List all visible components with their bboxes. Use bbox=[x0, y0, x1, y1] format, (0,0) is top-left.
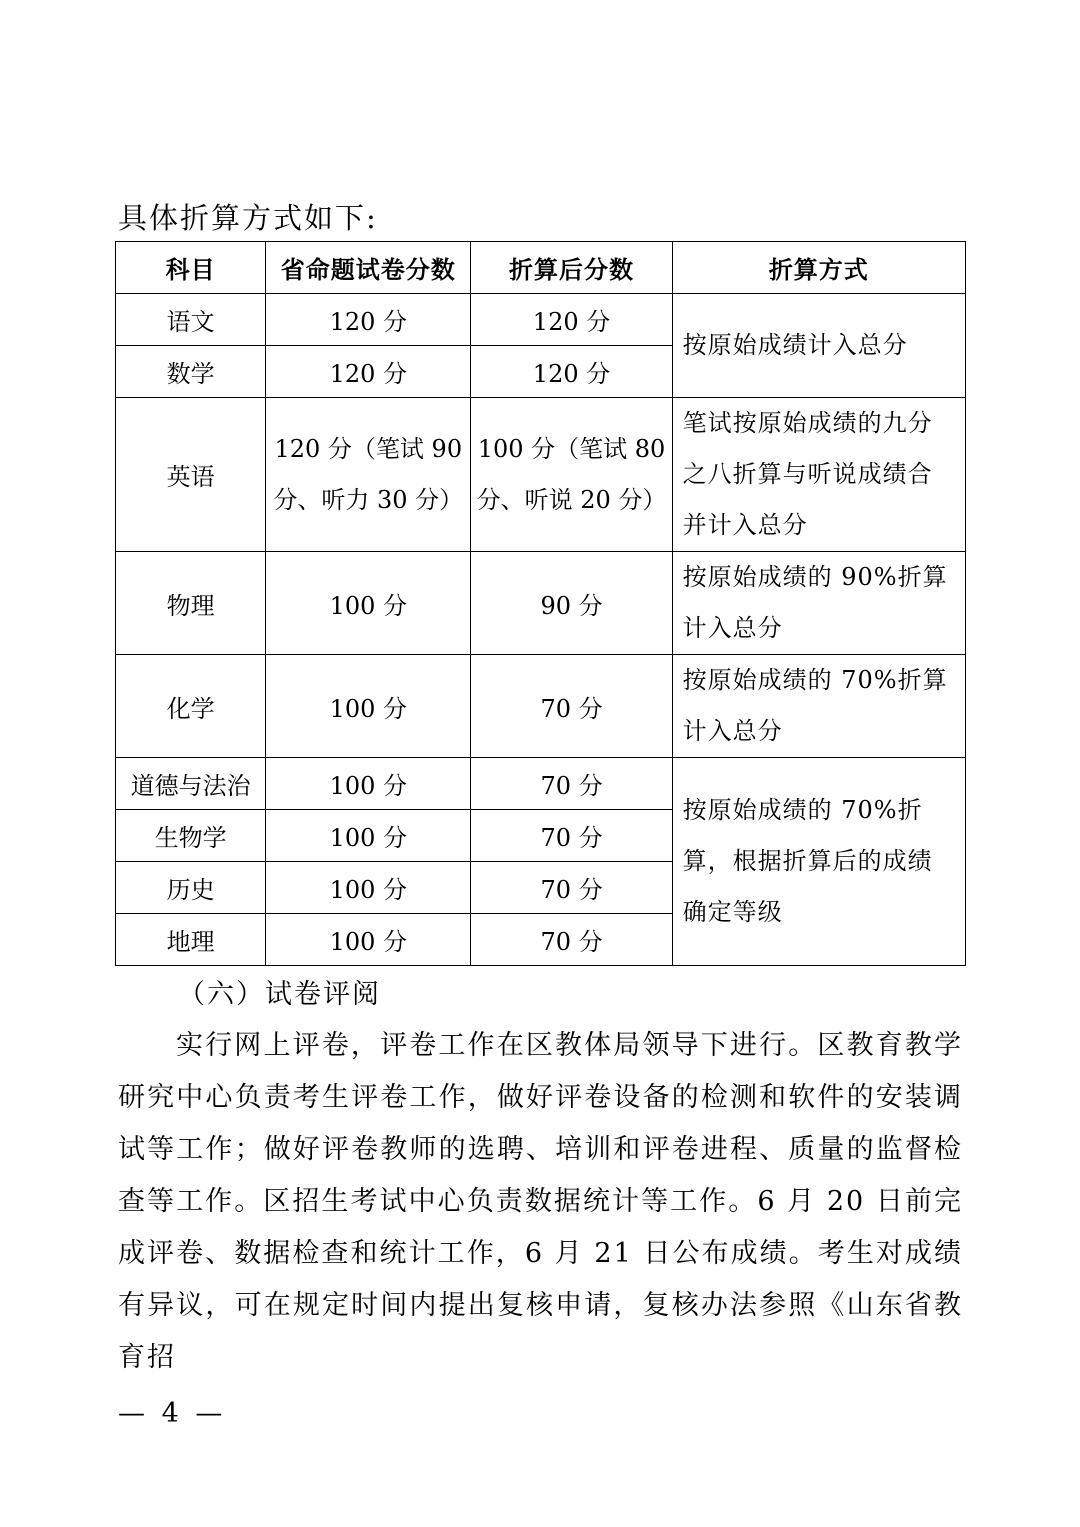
converted-score-cell: 90 分 bbox=[471, 552, 672, 655]
subject-cell: 语文 bbox=[116, 294, 266, 346]
subject-cell: 道德与法治 bbox=[116, 758, 266, 810]
original-score-cell: 100 分 bbox=[266, 862, 471, 914]
converted-score-cell: 100 分（笔试 80 分、听说 20 分） bbox=[471, 398, 672, 552]
subject-cell: 物理 bbox=[116, 552, 266, 655]
section-heading: （六）试卷评阅 bbox=[178, 979, 381, 1010]
table-header-row bbox=[116, 242, 966, 294]
table-row bbox=[116, 294, 966, 346]
subject-cell: 化学 bbox=[116, 655, 266, 758]
converted-score-cell: 120 分 bbox=[471, 294, 672, 346]
converted-score-cell: 70 分 bbox=[471, 862, 672, 914]
body-paragraph: 实行网上评卷，评卷工作在区教体局领导下进行。区教育教学研究中心负责考生评卷工作，做好评卷设备的检测和软件的安装调试等工作；做好评卷教师的选聘、培训和评卷进程、质量的监督检查等工作。区招生考试中心负责数据统计等工作。6 月 20 日前完成评卷、数据检查和统计工作，6 月 21 日公布成绩。考生对成绩有异议，可在规定时间内提出复核申请，复核办法参照《山东省教育招 bbox=[118, 1030, 963, 1373]
method-cell: 按原始成绩计入总分 bbox=[672, 294, 965, 398]
intro-text: 具体折算方式如下: bbox=[118, 201, 378, 235]
converted-score-cell: 70 分 bbox=[471, 758, 672, 810]
converted-score-cell: 70 分 bbox=[471, 810, 672, 862]
header-subject: 科目 bbox=[116, 242, 266, 294]
original-score-cell: 120 分（笔试 90 分、听力 30 分） bbox=[266, 398, 471, 552]
original-score-cell: 100 分 bbox=[266, 758, 471, 810]
converted-score-cell: 70 分 bbox=[471, 914, 672, 966]
original-score-cell: 100 分 bbox=[266, 552, 471, 655]
subject-cell: 地理 bbox=[116, 914, 266, 966]
table-row bbox=[116, 655, 966, 758]
subject-cell: 英语 bbox=[116, 398, 266, 552]
method-cell: 按原始成绩的 90%折算计入总分 bbox=[672, 552, 965, 655]
score-conversion-table bbox=[115, 241, 966, 966]
converted-score-cell: 120 分 bbox=[471, 346, 672, 398]
original-score-cell: 100 分 bbox=[266, 914, 471, 966]
original-score-cell: 120 分 bbox=[266, 346, 471, 398]
header-method: 折算方式 bbox=[672, 242, 965, 294]
table-row bbox=[116, 758, 966, 810]
method-cell: 按原始成绩的 70%折算计入总分 bbox=[672, 655, 965, 758]
table-row bbox=[116, 552, 966, 655]
subject-cell: 数学 bbox=[116, 346, 266, 398]
original-score-cell: 100 分 bbox=[266, 810, 471, 862]
original-score-cell: 100 分 bbox=[266, 655, 471, 758]
page-number: — 4 — bbox=[118, 1398, 227, 1429]
subject-cell: 生物学 bbox=[116, 810, 266, 862]
converted-score-cell: 70 分 bbox=[471, 655, 672, 758]
header-original-score: 省命题试卷分数 bbox=[266, 242, 471, 294]
method-cell: 笔试按原始成绩的九分之八折算与听说成绩合并计入总分 bbox=[672, 398, 965, 552]
subject-cell: 历史 bbox=[116, 862, 266, 914]
original-score-cell: 120 分 bbox=[266, 294, 471, 346]
header-converted-score: 折算后分数 bbox=[471, 242, 672, 294]
table-row bbox=[116, 398, 966, 552]
method-cell: 按原始成绩的 70%折算，根据折算后的成绩确定等级 bbox=[672, 758, 965, 966]
